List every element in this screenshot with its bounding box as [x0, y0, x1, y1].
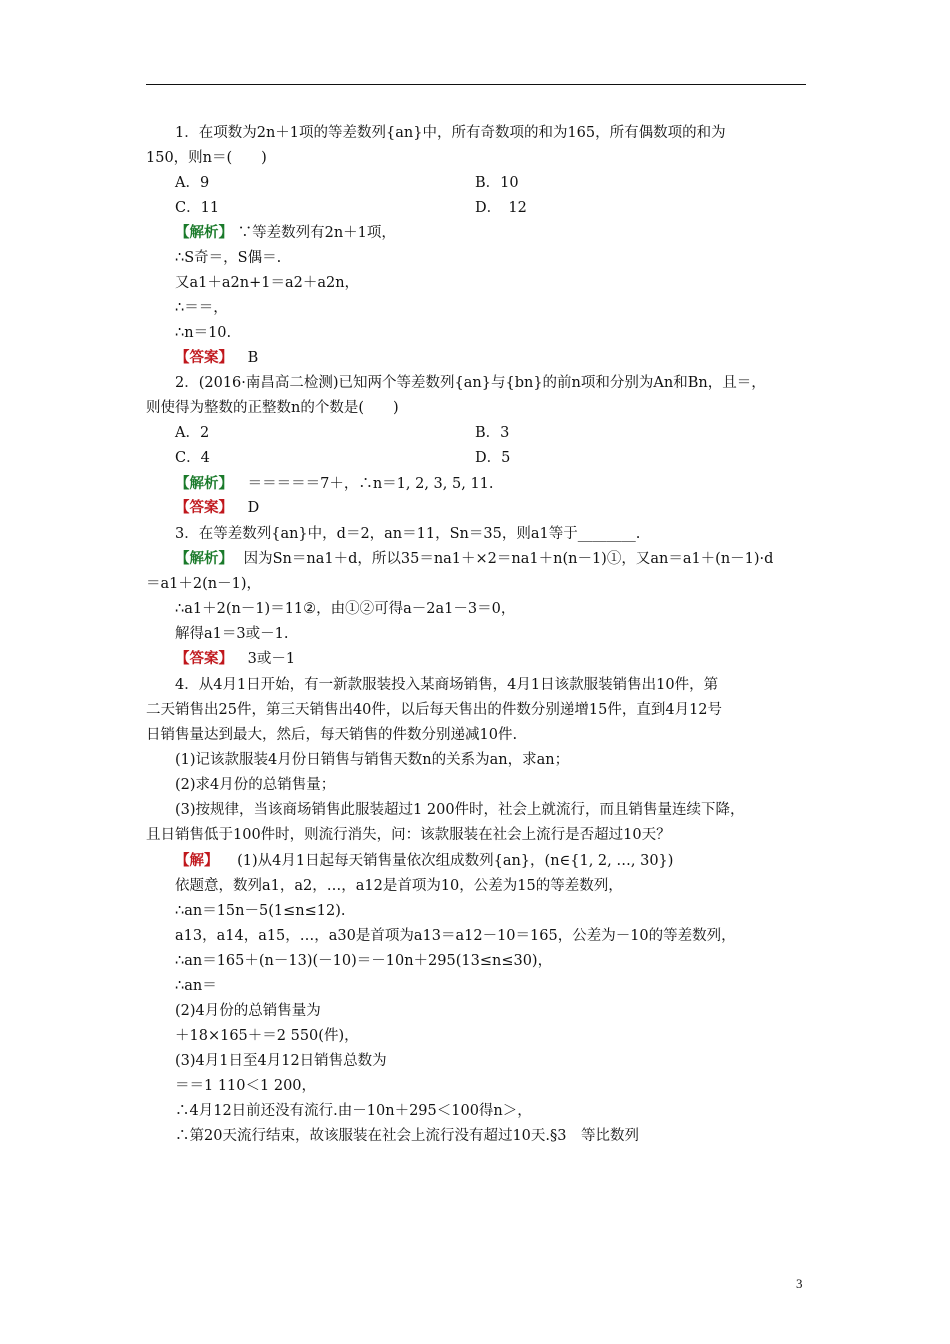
q1-option-a: A．9	[175, 175, 210, 191]
q2-option-d: D．5	[475, 450, 511, 466]
q3-answer-line	[175, 649, 806, 669]
q2-answer-line	[175, 498, 806, 518]
q1-option-c: C．11	[175, 200, 220, 216]
answer-tag: 【答案】	[175, 499, 233, 516]
q4-solution-step: (2)4月份的总销售量为	[175, 1003, 321, 1019]
q2-option-a: A．2	[175, 425, 210, 441]
q4-solution-step: ∴4月12日前还没有流行.由－10n＋295＜100得n＞，	[175, 1103, 532, 1119]
q2-stem-line1: 2．(2016·南昌高二检测)已知两个等差数列{an}与{bn}的前n项和分别为An和Bn，且＝，	[175, 375, 766, 391]
q1-answer-line	[175, 348, 806, 368]
q3-analysis-step: 解得a1＝3或－1.	[175, 626, 289, 642]
q4-solution-step: a13，a14，a15，…，a30是首项为a13＝a12－10＝165，公差为－10的等差数列，	[175, 928, 736, 944]
q2-analysis-text: ＝＝＝＝＝7＋，∴n＝1, 2, 3, 5, 11.	[247, 476, 494, 492]
q3-analysis-line	[175, 549, 806, 569]
q4-solution-step: ∴an＝15n－5(1≤n≤12).	[175, 903, 346, 919]
q2-answer-value: D	[247, 500, 260, 516]
answer-tag: 【答案】	[175, 349, 233, 366]
analysis-tag: 【解析】	[175, 475, 233, 492]
q1-analysis-step: 又a1＋a2n+1＝a2＋a2n，	[175, 275, 360, 291]
q1-stem-line1: 1．在项数为2n＋1项的等差数列{an}中，所有奇数项的和为165，所有偶数项的和为	[175, 125, 726, 141]
q4-part-1: (1)记该款服装4月份日销售与销售天数n的关系为an，求an；	[175, 752, 570, 768]
q1-analysis-step: ∴＝＝，	[175, 300, 228, 316]
q2-analysis-line	[175, 474, 806, 494]
q1-analysis-line	[175, 223, 806, 243]
q4-solution-step: ∴an＝	[175, 978, 217, 994]
header-rule	[146, 84, 806, 85]
q3-analysis-step: ∴a1＋2(n－1)＝11②，由①②可得a－2a1－3＝0，	[175, 601, 516, 617]
q4-solution-text: (1)从4月1日起每天销售量依次组成数列{an}，(n∈{1, 2, …, 30})	[237, 853, 674, 869]
q2-option-c: C．4	[175, 450, 210, 466]
q4-solution-step: ＝＝1 110＜1 200，	[175, 1078, 317, 1094]
q1-answer-value: B	[247, 350, 259, 366]
q2-stem-line2: 则使得为整数的正整数n的个数是( )	[146, 400, 399, 416]
q4-solution-step: (3)4月1日至4月12日销售总数为	[175, 1053, 387, 1069]
q4-solution-step: 依题意，数列a1，a2，…，a12是首项为10，公差为15的等差数列，	[175, 878, 623, 894]
q2-option-b: B．3	[475, 425, 510, 441]
q1-stem-line2: 150，则n＝( )	[146, 150, 267, 166]
q3-analysis-step: ＝a1＋2(n－1)，	[146, 576, 261, 592]
q4-part-2: (2)求4月份的总销售量；	[175, 777, 336, 793]
q1-analysis-step: ∴S奇＝，S偶＝.	[175, 250, 282, 266]
q4-solution-step: ∴an＝165＋(n－13)(－10)＝－10n＋295(13≤n≤30)，	[175, 953, 553, 969]
q4-solution-step: ∴第20天流行结束，故该服装在社会上流行没有超过10天.§3 等比数列	[175, 1128, 639, 1144]
q4-solution-step: ＋18×165＋＝2 550(件)，	[175, 1028, 359, 1044]
q4-stem-line2: 二天销售出25件，第三天销售出40件，以后每天售出的件数分别递增15件，直到4月12号	[146, 702, 723, 718]
q4-stem-line3: 日销售量达到最大，然后，每天销售的件数分别递减10件.	[146, 727, 518, 743]
analysis-tag: 【解析】	[175, 550, 233, 567]
analysis-tag: 【解析】	[175, 224, 233, 241]
q3-answer-value: 3或－1	[247, 651, 296, 667]
q1-analysis-step: ∴n＝10.	[175, 325, 232, 341]
q4-stem-line1: 4．从4月1日开始，有一新款服装投入某商场销售，4月1日该款服装销售出10件，第	[175, 677, 719, 693]
q4-part-3-cont: 且日销售低于100件时，则流行消失，问：该款服装在社会上流行是否超过10天？	[146, 827, 671, 843]
solution-tag: 【解】	[175, 852, 219, 869]
q1-analysis-text: ∵等差数列有2n＋1项，	[237, 225, 396, 241]
page-number: 3	[796, 1276, 803, 1291]
q4-part-3: (3)按规律，当该商场销售此服装超过1 200件时，社会上就流行，而且销售量连续下降，	[175, 802, 745, 818]
answer-tag: 【答案】	[175, 650, 233, 667]
q1-option-b: B．10	[475, 175, 519, 191]
q4-solution-line	[175, 851, 806, 871]
q3-analysis-text: 因为Sn＝na1＋d，所以35＝na1＋×2＝na1＋n(n－1)①，又an＝a1＋(n－1)·d	[243, 551, 774, 567]
q1-option-d: D． 12	[475, 200, 527, 216]
q3-stem-line1: 3．在等差数列{an}中，d＝2，an＝11，Sn＝35，则a1等于________.	[175, 526, 641, 542]
